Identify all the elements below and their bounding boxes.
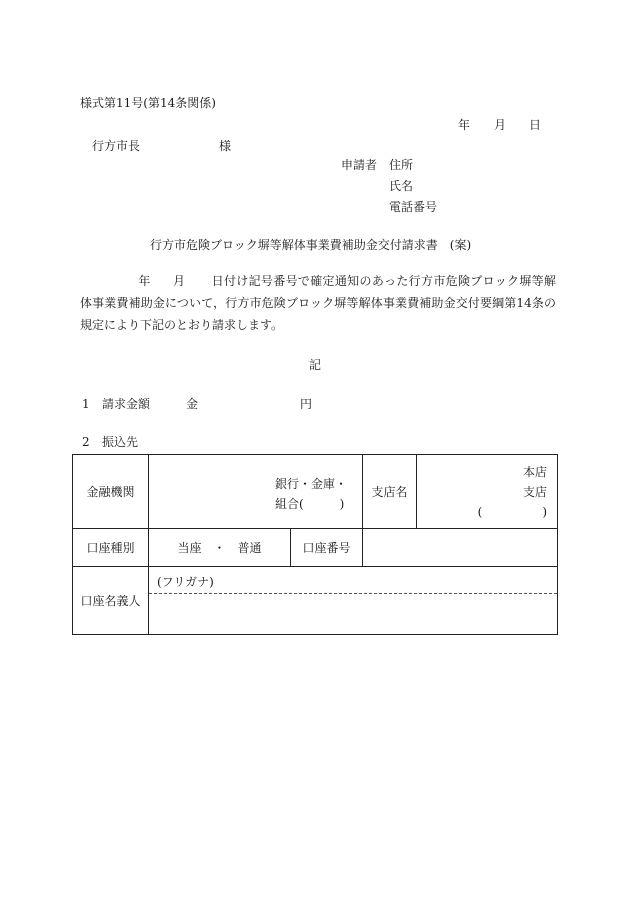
applicant-name-label: 氏名 — [389, 179, 414, 193]
date-year-label: 年 — [458, 118, 471, 132]
applicant-address-label: 住所 — [389, 158, 414, 172]
institution-row — [73, 455, 558, 529]
holder-label-cell — [73, 567, 149, 635]
branch-label-cell — [363, 455, 417, 529]
account-number-label-cell — [291, 529, 363, 567]
date-month-label: 月 — [494, 118, 507, 132]
item1-number: 1 — [82, 397, 90, 411]
addressee: 行方市長 — [92, 139, 141, 153]
ki-heading: 記 — [309, 358, 322, 372]
bank-types-line1: 銀行・金庫・ — [275, 476, 348, 491]
item1-label: 請求金額 — [102, 397, 151, 411]
account-row — [73, 529, 558, 567]
account-type-options-cell[interactable] — [149, 529, 291, 567]
holder-input-cell[interactable] — [149, 567, 558, 635]
item1-kin: 金 — [186, 397, 199, 411]
furigana-row[interactable] — [149, 567, 557, 594]
item1-yen: 円 — [300, 397, 313, 411]
item2-number: 2 — [82, 435, 90, 449]
account-type-label: 口座種別 — [86, 541, 135, 555]
body-year: 年 — [138, 274, 151, 288]
branch-input-cell[interactable] — [417, 455, 558, 529]
item2-label: 振込先 — [102, 435, 139, 449]
bank-types-line2: 組合( ) — [275, 496, 345, 511]
account-number-input-cell[interactable] — [363, 529, 558, 567]
holder-name-row[interactable] — [149, 594, 557, 634]
date-day-label: 日 — [529, 118, 542, 132]
account-type-options: 当座 ・ 普通 — [177, 541, 262, 555]
body-text: 日付け記号番号で確定通知のあった行方市危険ブロック塀等解体事業費補助金について，行方市危険ブロック塀等解体事業費補助金交付要綱第14条の規定により下記のとおり請求します。 — [80, 274, 556, 332]
branch-sub-label: 支店 — [523, 484, 548, 499]
branch-main-label: 本店 — [523, 464, 548, 479]
applicant-role: 申請者 — [341, 158, 378, 172]
applicant-phone-label: 電話番号 — [389, 200, 438, 214]
account-number-label: 口座番号 — [302, 541, 351, 555]
document-title: 行方市危険ブロック塀等解体事業費補助金交付請求書 (案) — [150, 238, 472, 252]
institution-input-cell[interactable] — [149, 455, 363, 529]
form-number: 様式第11号(第14条関係) — [80, 96, 216, 110]
body-paragraph — [80, 270, 556, 336]
holder-label: 口座名義人 — [80, 594, 141, 608]
bank-transfer-table — [72, 454, 558, 635]
institution-label-cell — [73, 455, 149, 529]
account-type-label-cell — [73, 529, 149, 567]
furigana-label: (フリガナ) — [157, 575, 214, 589]
holder-row — [73, 567, 558, 635]
branch-paren: ( ) — [477, 504, 548, 519]
institution-label: 金融機関 — [86, 485, 135, 499]
branch-label: 支店名 — [371, 485, 408, 499]
body-month: 月 — [172, 274, 186, 288]
honorific: 様 — [219, 139, 232, 153]
